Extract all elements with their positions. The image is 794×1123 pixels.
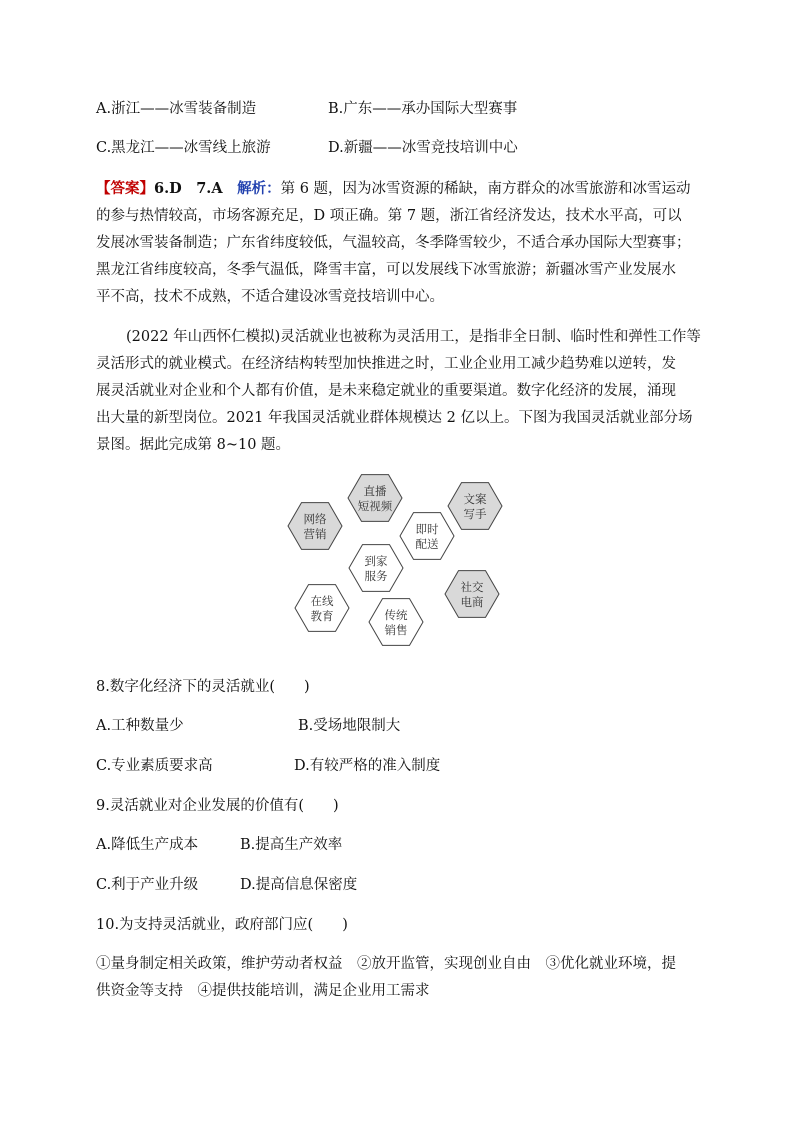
jiexi-label: 解析： bbox=[237, 180, 281, 197]
answer-line-2: 的参与热情较高，市场客源充足，D 项正确。第 7 题，浙江省经济发达，技术水平高，可以 bbox=[96, 208, 682, 224]
q7-option-c: C.黑龙江——冰雪线上旅游 bbox=[96, 140, 271, 156]
q9-option-a: A.降低生产成本 bbox=[96, 837, 199, 853]
answer-line-3: 发展冰雪装备制造；广东省纬度较低，气温较高，冬季降雪较少，不适合承办国际大型赛事； bbox=[96, 235, 691, 251]
q9-stem: 9.灵活就业对企业发展的价值有( ) bbox=[96, 798, 339, 814]
hexagon-node bbox=[349, 545, 403, 592]
hexagon-label: 即时 bbox=[415, 522, 439, 536]
q8-option-c: C.专业素质要求高 bbox=[96, 758, 213, 774]
hexagon-label: 服务 bbox=[364, 569, 388, 583]
passage-line-3: 展灵活就业对企业和个人都有价值，是未来稳定就业的重要渠道。数字化经济的发展，涌现 bbox=[96, 383, 676, 399]
q9-option-b: B.提高生产效率 bbox=[240, 837, 343, 853]
hexagon-node bbox=[400, 513, 454, 560]
answer-tag: 【答案】 bbox=[96, 180, 154, 197]
flexible-employment-diagram bbox=[280, 470, 520, 650]
hexagon-node bbox=[295, 585, 349, 632]
hexagon-label: 到家 bbox=[364, 554, 388, 568]
answer-line-4: 黑龙江省纬度较高，冬季气温低，降雪丰富，可以发展线下冰雪旅游；新疆冰雪产业发展水 bbox=[96, 262, 676, 278]
hexagon-label: 教育 bbox=[310, 609, 334, 623]
hexagon-node bbox=[348, 475, 402, 522]
answer-keys: 6.D 7.A bbox=[154, 180, 223, 197]
hexagon-shape bbox=[288, 503, 342, 550]
q7-option-b: B.广东——承办国际大型赛事 bbox=[328, 101, 518, 117]
hexagon-node bbox=[288, 503, 342, 550]
q10-stem: 10.为支持灵活就业，政府部门应( ) bbox=[96, 917, 348, 933]
hexagon-label: 电商 bbox=[460, 595, 484, 609]
hexagon-label: 配送 bbox=[415, 537, 439, 551]
hexagon-shape bbox=[448, 483, 502, 530]
q10-statements-line-2: 供资金等支持 ④提供技能培训，满足企业用工需求 bbox=[96, 983, 430, 999]
hexagon-label: 写手 bbox=[463, 507, 487, 521]
passage-line-2: 灵活形式的就业模式。在经济结构转型加快推进之时，工业企业用工减少趋势难以逆转，发 bbox=[96, 356, 676, 372]
hexagon-label: 在线 bbox=[310, 594, 334, 608]
hexagon-label: 文案 bbox=[463, 492, 487, 506]
hexagon-label: 营销 bbox=[303, 527, 327, 541]
passage-line-1: (2022 年山西怀仁模拟)灵活就业也被称为灵活用工，是指非全日制、临时性和弹性工作等 bbox=[126, 329, 701, 345]
hexagon-shape bbox=[349, 545, 403, 592]
answer-text-1: 第 6 题，因为冰雪资源的稀缺，南方群众的冰雪旅游和冰雪运动 bbox=[280, 181, 691, 197]
hexagon-diagram-svg bbox=[280, 470, 520, 650]
hexagon-shape bbox=[400, 513, 454, 560]
q8-option-d: D.有较严格的准入制度 bbox=[294, 758, 441, 774]
hexagon-node bbox=[448, 483, 502, 530]
passage-line-5: 景图。据此完成第 8~10 题。 bbox=[96, 437, 291, 453]
hexagon-label: 传统 bbox=[384, 608, 408, 622]
q8-option-a: A.工种数量少 bbox=[96, 718, 184, 734]
answer-line-1 bbox=[96, 179, 691, 199]
hexagon-label: 网络 bbox=[303, 512, 327, 526]
q8-stem: 8.数字化经济下的灵活就业( ) bbox=[96, 679, 310, 695]
hexagon-label: 销售 bbox=[384, 623, 408, 637]
hexagon-shape bbox=[348, 475, 402, 522]
passage-line-4: 出大量的新型岗位。2021 年我国灵活就业群体规模达 2 亿以上。下图为我国灵活就业部分场 bbox=[96, 410, 693, 426]
hexagon-shape bbox=[295, 585, 349, 632]
q10-statements-line-1: ①量身制定相关政策，维护劳动者权益 ②放开监管，实现创业自由 ③优化就业环境，提 bbox=[96, 956, 676, 972]
hexagon-shape bbox=[445, 571, 499, 618]
answer-line-5: 平不高，技术不成熟，不适合建设冰雪竞技培训中心。 bbox=[96, 289, 444, 305]
hexagon-label: 社交 bbox=[460, 580, 484, 594]
q9-option-d: D.提高信息保密度 bbox=[240, 877, 358, 893]
hexagon-label: 直播 bbox=[363, 484, 387, 498]
hexagon-node bbox=[369, 599, 423, 646]
hexagon-label: 短视频 bbox=[357, 499, 393, 513]
q7-option-a: A.浙江——冰雪装备制造 bbox=[96, 101, 257, 117]
hexagon-shape bbox=[369, 599, 423, 646]
q9-option-c: C.利于产业升级 bbox=[96, 877, 199, 893]
q7-option-d: D.新疆——冰雪竞技培训中心 bbox=[328, 140, 518, 156]
hexagon-node bbox=[445, 571, 499, 618]
q8-option-b: B.受场地限制大 bbox=[298, 718, 401, 734]
